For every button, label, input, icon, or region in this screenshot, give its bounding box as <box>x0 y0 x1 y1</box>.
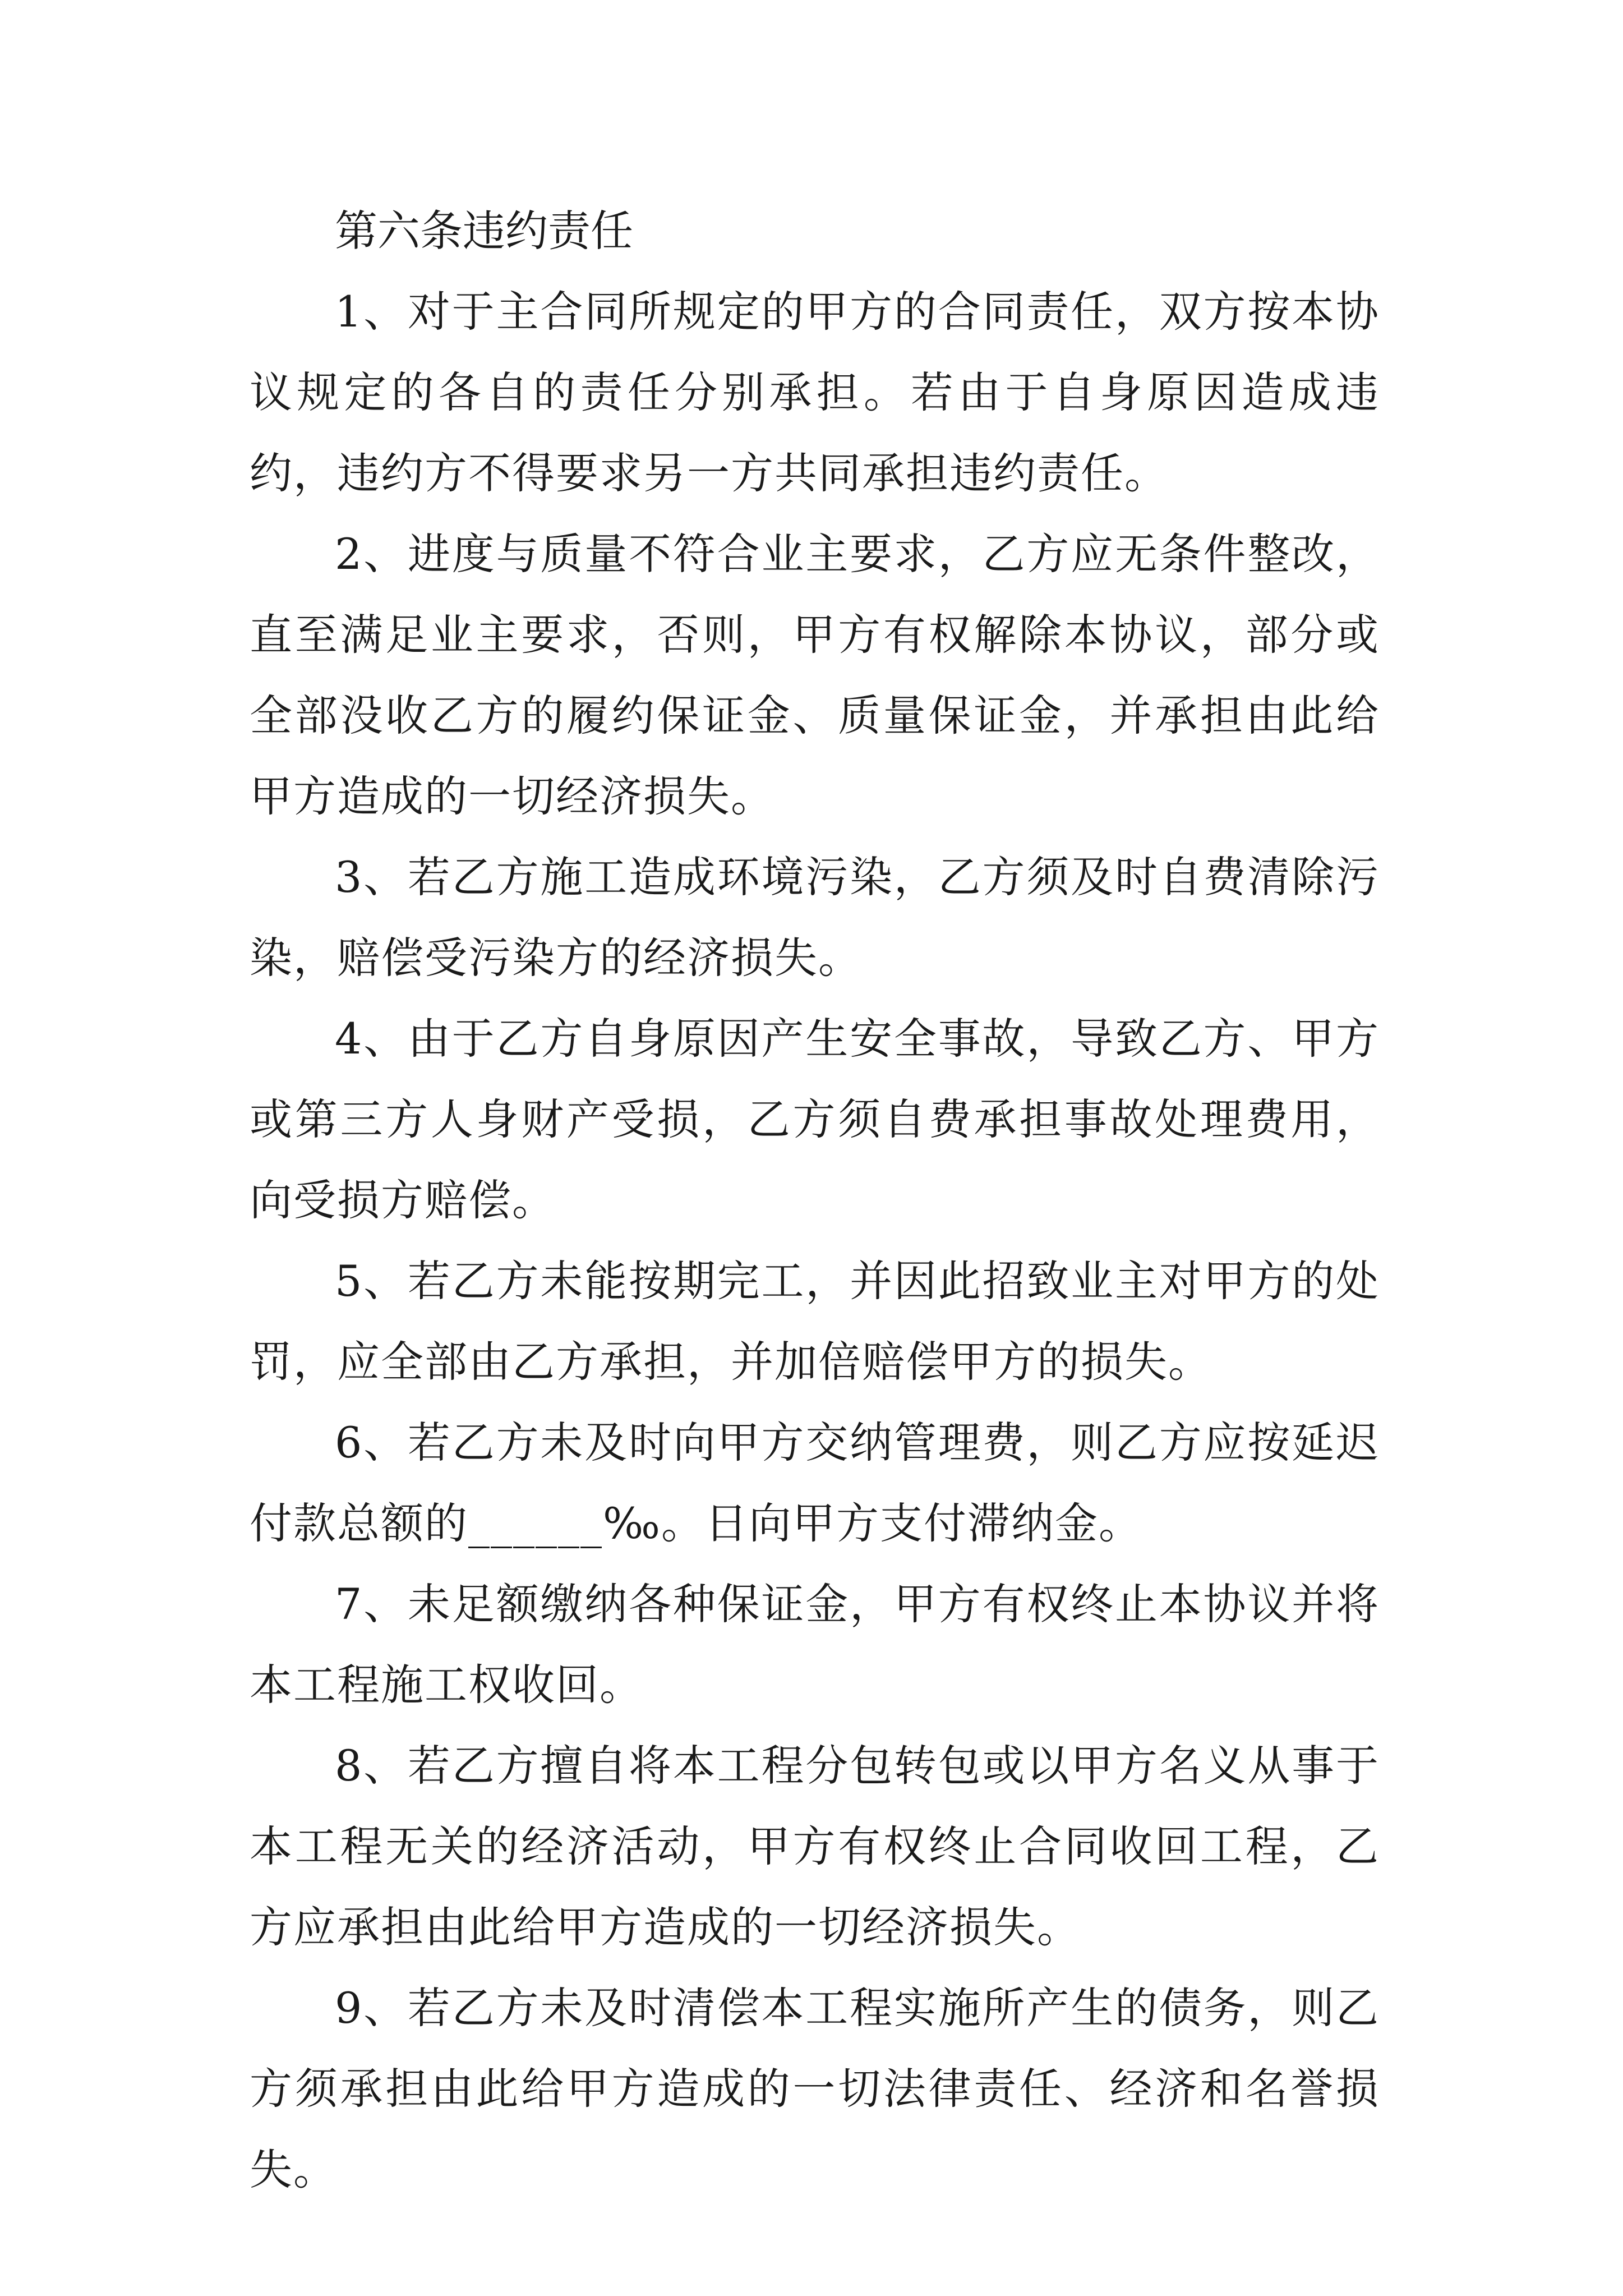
clause-5: 5、若乙方未能按期完工，并因此招致业主对甲方的处罚，应全部由乙方承担，并加倍赔偿甲方的损失。 <box>250 1256 1380 1387</box>
clause-4: 4、由于乙方自身原因产生安全事故，导致乙方、甲方或第三方人身财产受损，乙方须自费承担事故处理费用，向受损方赔偿。 <box>250 1014 1380 1225</box>
clause-3: 3、若乙方施工造成环境污染，乙方须及时自费清除污染，赔偿受污染方的经济损失。 <box>250 852 1380 983</box>
document-page <box>250 191 1380 2210</box>
section-heading: 第六条违约责任 <box>335 206 633 256</box>
clause-1: 1、对于主合同所规定的甲方的合同责任，双方按本协议规定的各自的责任分别承担。若由于自身原因造成违约，违约方不得要求另一方共同承担违约责任。 <box>250 287 1380 498</box>
clause-7: 7、未足额缴纳各种保证金，甲方有权终止本协议并将本工程施工权收回。 <box>250 1579 1380 1710</box>
clause-8: 8、若乙方擅自将本工程分包转包或以甲方名义从事于本工程无关的经济活动，甲方有权终止合同收回工程，乙方应承担由此给甲方造成的一切经济损失。 <box>250 1741 1380 1952</box>
clause-6: 6、若乙方未及时向甲方交纳管理费，则乙方应按延迟付款总额的______‰。日向甲方支付滞纳金。 <box>250 1418 1380 1548</box>
clause-9: 9、若乙方未及时清偿本工程实施所产生的债务，则乙方须承担由此给甲方造成的一切法律责任、经济和名誉损失。 <box>250 1983 1380 2194</box>
clause-2: 2、进度与质量不符合业主要求，乙方应无条件整改，直至满足业主要求，否则，甲方有权解除本协议，部分或全部没收乙方的履约保证金、质量保证金，并承担由此给甲方造成的一切经济损失。 <box>250 529 1380 821</box>
